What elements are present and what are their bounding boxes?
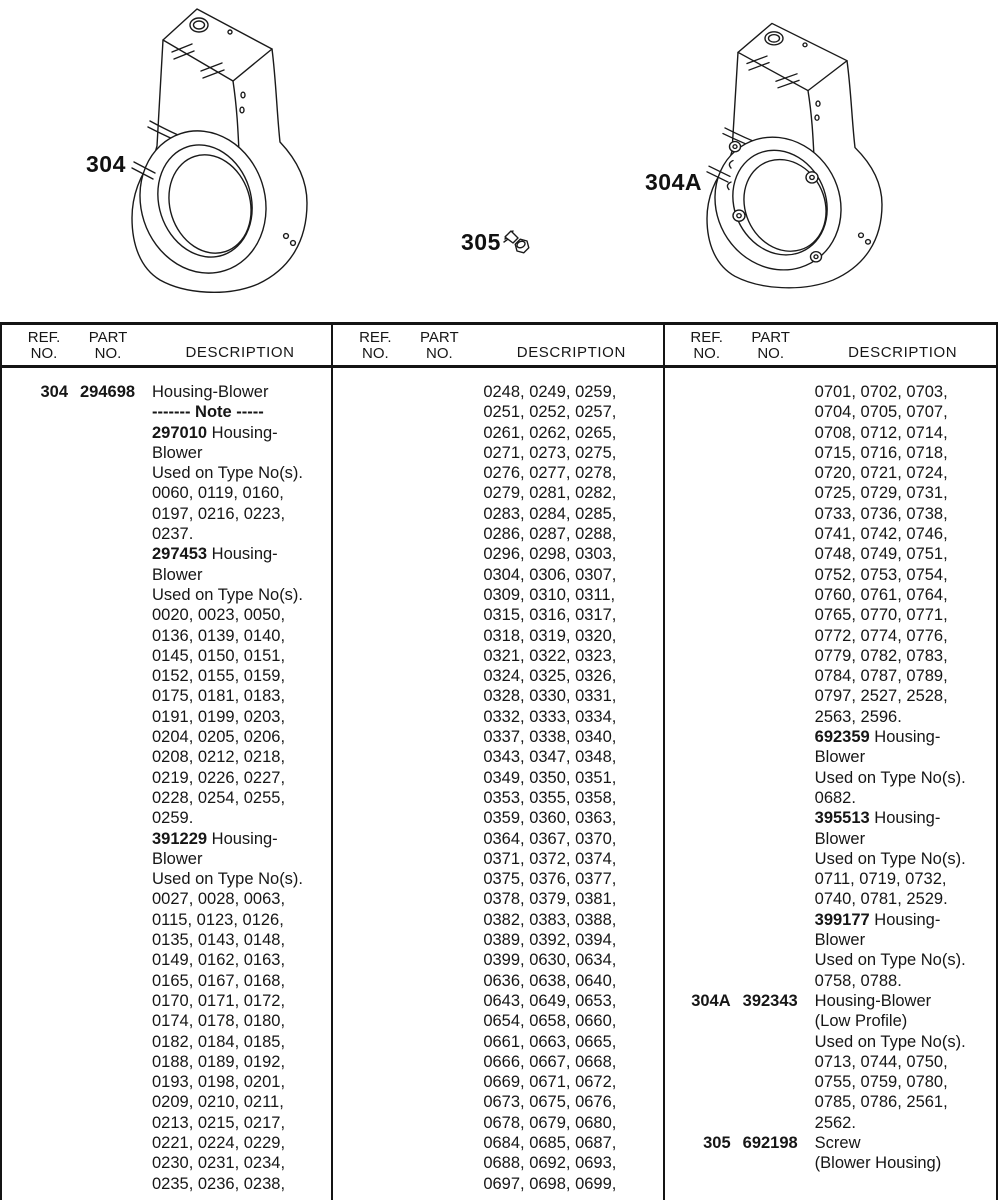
description-line: 0748, 0749, 0751, <box>814 545 948 564</box>
description-line: 0343, 0347, 0348, <box>483 748 617 767</box>
part-entry <box>10 382 331 1194</box>
description-line: 0733, 0736, 0738, <box>814 504 948 523</box>
panel-body <box>2 368 331 1194</box>
description-line: 0328, 0330, 0331, <box>483 687 617 706</box>
description-line: 0248, 0249, 0259, <box>483 383 617 401</box>
description-line: 297010 Housing- <box>152 423 278 442</box>
description-line: 0309, 0310, 0311, <box>483 585 616 604</box>
description-line: 0324, 0325, 0326, <box>483 667 617 686</box>
description-header: DESCRIPTION <box>848 344 958 361</box>
ref-no-value <box>673 382 731 991</box>
description-line: 0666, 0667, 0668, <box>483 1052 617 1071</box>
description-line: 0197, 0216, 0223, <box>152 504 286 523</box>
description-value <box>815 1133 996 1174</box>
description-line: 0259. <box>152 809 194 828</box>
description-line: 0371, 0372, 0374, <box>483 849 617 868</box>
description-line: 0193, 0198, 0201, <box>152 1073 286 1092</box>
description-line: 0708, 0712, 0714, <box>814 423 948 442</box>
description-line: Used on Type No(s). <box>814 768 966 787</box>
description-line: 0152, 0155, 0159, <box>152 667 286 686</box>
description-line: 0711, 0719, 0732, <box>814 870 947 889</box>
description-line: 0027, 0028, 0063, <box>152 890 286 909</box>
description-value <box>152 382 331 1194</box>
description-line: 0279, 0281, 0282, <box>483 484 617 503</box>
description-line: 0276, 0277, 0278, <box>483 464 617 483</box>
description-line: 0136, 0139, 0140, <box>152 626 286 645</box>
description-line: 0318, 0319, 0320, <box>483 626 617 645</box>
part-no-header <box>743 330 799 362</box>
description-line: Blower <box>814 931 866 950</box>
description-line: 0251, 0252, 0257, <box>483 403 617 422</box>
ref-no-value: 304 <box>40 383 68 401</box>
part-entry <box>341 382 662 1194</box>
description-line: 0654, 0658, 0660, <box>483 1012 617 1031</box>
table-header <box>665 325 996 368</box>
description-line: 0332, 0333, 0334, <box>483 707 617 726</box>
description-line: 0389, 0392, 0394, <box>483 931 617 950</box>
description-line: 391229 Housing- <box>152 829 278 848</box>
ref-no-header <box>681 330 733 362</box>
ref-no-value <box>341 382 399 1194</box>
description-line: Blower <box>152 443 203 462</box>
description-line: 0271, 0273, 0275, <box>483 443 617 462</box>
description-line: 0165, 0167, 0168, <box>152 971 286 990</box>
part-no-header <box>411 330 467 362</box>
description-line: 692359 Housing- <box>814 728 941 747</box>
table-panel-1 <box>2 325 333 1200</box>
description-line: 0755, 0759, 0780, <box>814 1073 948 1092</box>
part-no-value: 692198 <box>742 1133 798 1152</box>
description-line: 0188, 0189, 0192, <box>152 1052 286 1071</box>
ref-no-header <box>18 330 70 362</box>
description-line: 399177 Housing- <box>814 910 941 929</box>
part-header-line1: PART <box>751 329 790 346</box>
description-line: 0174, 0178, 0180, <box>152 1012 286 1031</box>
description-value <box>815 991 996 1133</box>
description-line: 0688, 0692, 0693, <box>483 1154 617 1173</box>
part-entry <box>673 991 996 1133</box>
description-line: 0643, 0649, 0653, <box>483 991 617 1010</box>
description-line: 0684, 0685, 0687, <box>483 1133 617 1152</box>
description-line: 0678, 0679, 0680, <box>483 1113 617 1132</box>
description-line: 0715, 0716, 0718, <box>814 443 948 462</box>
part-no-value <box>731 382 815 991</box>
callout-304A: 304A <box>645 169 702 195</box>
description-line: Blower <box>152 565 203 584</box>
blower-housing-304-illustration <box>125 0 315 300</box>
description-line: 0741, 0742, 0746, <box>814 525 948 544</box>
description-line: 0175, 0181, 0183, <box>152 687 286 706</box>
description-line: (Low Profile) <box>814 1012 908 1031</box>
table-panel-2 <box>333 325 664 1200</box>
description-line: 0221, 0224, 0229, <box>152 1133 286 1152</box>
part-no-header <box>80 330 136 362</box>
description-line: 0321, 0322, 0323, <box>483 646 617 665</box>
ref-header-line2: NO. <box>361 345 389 362</box>
description-line: 0765, 0770, 0771, <box>814 606 948 625</box>
description-line: (Blower Housing) <box>814 1154 942 1173</box>
description-line: 0283, 0284, 0285, <box>483 504 617 523</box>
description-line: 0237. <box>152 525 194 544</box>
description-line: 0219, 0226, 0227, <box>152 768 286 787</box>
description-line: 0661, 0663, 0665, <box>483 1032 617 1051</box>
panel-body <box>333 368 662 1194</box>
panel-body <box>665 368 996 1174</box>
description-header: DESCRIPTION <box>185 344 295 361</box>
parts-table <box>0 322 998 1200</box>
description-line: 0760, 0761, 0764, <box>814 585 948 604</box>
description-line: 0752, 0753, 0754, <box>814 565 948 584</box>
table-panel-3 <box>665 325 996 1200</box>
description-line: 0704, 0705, 0707, <box>814 403 948 422</box>
callout-304: 304 <box>86 151 126 177</box>
description-line: 0785, 0786, 2561, <box>814 1093 948 1112</box>
callout-305: 305 <box>461 229 501 255</box>
description-line: 0204, 0205, 0206, <box>152 728 286 747</box>
description-line: Used on Type No(s). <box>152 464 304 483</box>
blower-housing-304A-illustration <box>700 15 890 295</box>
description-line: 0170, 0171, 0172, <box>152 991 286 1010</box>
description-line: 0359, 0360, 0363, <box>483 809 617 828</box>
description-line: 0060, 0119, 0160, <box>152 484 284 503</box>
part-no-value <box>399 382 483 1194</box>
description-line: 0208, 0212, 0218, <box>152 748 286 767</box>
description-line: 0145, 0150, 0151, <box>152 646 286 665</box>
description-line: Used on Type No(s). <box>814 1032 966 1051</box>
description-line: Blower <box>152 849 203 868</box>
table-header <box>2 325 331 368</box>
description-line: 0673, 0675, 0676, <box>483 1093 617 1112</box>
description-line: 0230, 0231, 0234, <box>152 1154 286 1173</box>
description-line: 0315, 0316, 0317, <box>483 606 617 625</box>
ref-header-line2: NO. <box>693 345 720 362</box>
ref-header-line1: REF. <box>690 329 723 346</box>
description-line: 0337, 0338, 0340, <box>483 728 617 747</box>
part-header-line1: PART <box>88 329 128 346</box>
ref-no-value: 305 <box>703 1133 731 1152</box>
part-entry <box>673 1133 996 1174</box>
description-line: 0399, 0630, 0634, <box>483 951 617 970</box>
description-line: Screw <box>814 1133 861 1152</box>
part-entry <box>673 382 996 991</box>
screw-305-illustration <box>501 226 535 260</box>
description-line: 0382, 0383, 0388, <box>483 910 617 929</box>
ref-no-value: 304A <box>691 991 731 1010</box>
description-line: 0286, 0287, 0288, <box>483 525 617 544</box>
description-line: 0349, 0350, 0351, <box>483 768 617 787</box>
description-line: 0779, 0782, 0783, <box>814 646 948 665</box>
description-line: 0296, 0298, 0303, <box>483 545 617 564</box>
description-line: 0697, 0698, 0699, <box>483 1174 617 1193</box>
description-line: ------- Note ----- <box>152 403 264 422</box>
description-value <box>815 382 996 991</box>
description-line: 0228, 0254, 0255, <box>152 788 286 807</box>
description-line: 0261, 0262, 0265, <box>483 423 617 442</box>
description-line: 0636, 0638, 0640, <box>483 971 617 990</box>
description-line: 0740, 0781, 2529. <box>814 890 948 909</box>
part-header-line1: PART <box>420 329 459 346</box>
description-line: 0353, 0355, 0358, <box>483 788 617 807</box>
description-line: 0213, 0215, 0217, <box>152 1113 286 1132</box>
description-line: 2562. <box>814 1113 856 1132</box>
description-line: Blower <box>814 748 866 767</box>
description-line: 0669, 0671, 0672, <box>483 1073 617 1092</box>
part-no-value: 392343 <box>742 991 798 1010</box>
ref-header-line2: NO. <box>30 345 58 362</box>
description-line: 0020, 0023, 0050, <box>152 606 286 625</box>
description-line: 2563, 2596. <box>814 707 902 726</box>
description-line: 0682. <box>814 788 856 807</box>
description-line: 0701, 0702, 0703, <box>814 383 948 401</box>
ref-header-line1: REF. <box>27 329 61 346</box>
description-line: 0304, 0306, 0307, <box>483 565 617 584</box>
part-header-line2: NO. <box>757 345 784 362</box>
part-no-value: 294698 <box>80 383 136 401</box>
description-line: Blower <box>814 829 866 848</box>
ref-no-header <box>349 330 401 362</box>
description-line: 0191, 0199, 0203, <box>152 707 286 726</box>
description-value <box>483 382 662 1194</box>
description-line: 0149, 0162, 0163, <box>152 951 286 970</box>
description-line: Used on Type No(s). <box>814 951 966 970</box>
description-line: Used on Type No(s). <box>814 849 966 868</box>
description-line: Used on Type No(s). <box>152 585 304 604</box>
description-line: 0209, 0210, 0211, <box>152 1093 284 1112</box>
description-header: DESCRIPTION <box>516 344 626 361</box>
part-header-line2: NO. <box>94 345 122 362</box>
description-line: 0758, 0788. <box>814 971 902 990</box>
description-line: 0713, 0744, 0750, <box>814 1052 948 1071</box>
description-line: 395513 Housing- <box>814 809 941 828</box>
description-line: 0115, 0123, 0126, <box>152 910 284 929</box>
description-line: 0797, 2527, 2528, <box>814 687 948 706</box>
description-line: 0725, 0729, 0731, <box>814 484 948 503</box>
description-line: Housing-Blower <box>152 383 269 401</box>
table-header <box>333 325 662 368</box>
description-line: 0772, 0774, 0776, <box>814 626 948 645</box>
ref-header-line1: REF. <box>359 329 392 346</box>
description-line: 0375, 0376, 0377, <box>483 870 617 889</box>
description-line: 0364, 0367, 0370, <box>483 829 617 848</box>
description-line: Housing-Blower <box>814 991 932 1010</box>
description-line: 0235, 0236, 0238, <box>152 1174 286 1193</box>
description-line: 0135, 0143, 0148, <box>152 931 286 950</box>
description-line: 0784, 0787, 0789, <box>814 667 948 686</box>
description-line: 0182, 0184, 0185, <box>152 1032 286 1051</box>
description-line: 0378, 0379, 0381, <box>483 890 617 909</box>
description-line: Used on Type No(s). <box>152 870 304 889</box>
description-line: 0720, 0721, 0724, <box>814 464 948 483</box>
description-line: 297453 Housing- <box>152 545 278 564</box>
part-header-line2: NO. <box>425 345 453 362</box>
